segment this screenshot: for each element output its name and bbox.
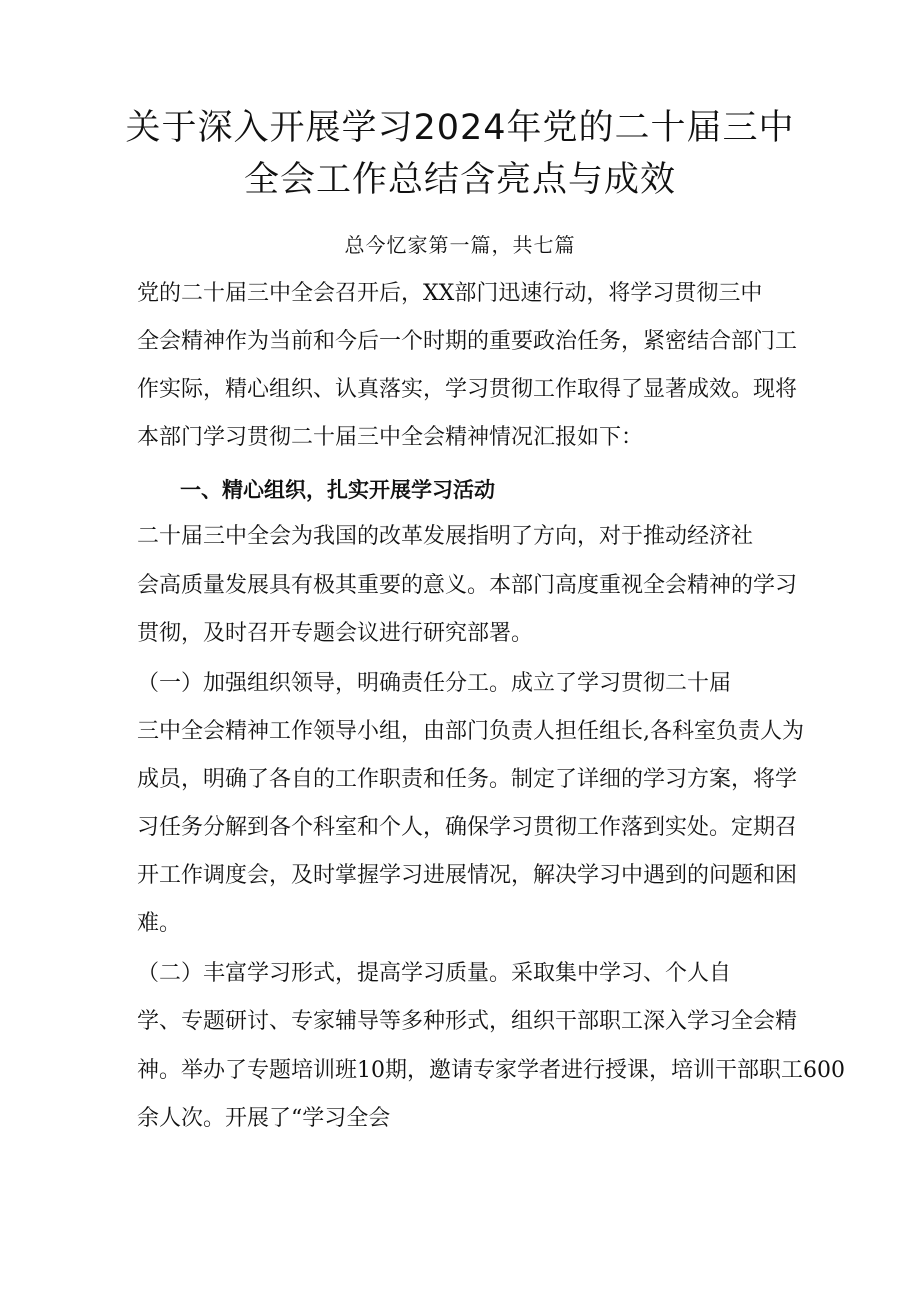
paragraph-2-line-3: 贯彻，及时召开专题会议进行研究部署。	[137, 621, 534, 646]
paragraph-4-line-3: 神。举办了专题培训班10期，邀请专家学者进行授课，培训干部职工600	[137, 1058, 845, 1083]
document-title-line-2: 全会工作总结含亮点与成效	[243, 160, 676, 200]
document-title-line-1: 关于深入开展学习2024年党的二十届三中	[125, 108, 795, 148]
document-subtitle: 总今忆家第一篇，共七篇	[344, 233, 576, 257]
paragraph-3-line-2: 三中全会精神工作领导小组，由部门负责人担任组长,各科室负责人为	[137, 719, 804, 744]
section-heading-1: 一、精心组织，扎实开展学习活动	[180, 478, 495, 502]
paragraph-3-line-1: （一）加强组织领导，明确责任分工。成立了学习贯彻二十届	[137, 671, 732, 696]
paragraph-4-line-4: 余人次。开展了“学习全会	[137, 1106, 391, 1131]
paragraph-1-line-4: 本部门学习贯彻二十届三中全会精神情况汇报如下：	[137, 425, 644, 450]
paragraph-4-line-1: （二）丰富学习形式，提高学习质量。采取集中学习、个人自	[137, 961, 732, 986]
paragraph-1-line-1: 党的二十届三中全会召开后，XX部门迅速行动，将学习贯彻三中	[137, 281, 763, 306]
paragraph-2-line-1: 二十届三中全会为我国的改革发展指明了方向，对于推动经济社	[137, 524, 754, 549]
paragraph-1-line-3: 作实际，精心组织、认真落实，学习贯彻工作取得了显著成效。现将	[137, 377, 798, 402]
paragraph-3-line-5: 开工作调度会，及时掌握学习进展情况，解决学习中遇到的问题和困	[137, 863, 798, 888]
paragraph-1-line-2: 全会精神作为当前和今后一个时期的重要政治任务，紧密结合部门工	[137, 329, 798, 354]
paragraph-3-line-4: 习任务分解到各个科室和个人，确保学习贯彻工作落到实处。定期召	[137, 815, 798, 840]
paragraph-3-line-3: 成员，明确了各自的工作职责和任务。制定了详细的学习方案，将学	[137, 767, 798, 792]
paragraph-3-line-6: 难。	[137, 911, 182, 936]
paragraph-2-line-2: 会高质量发展具有极其重要的意义。本部门高度重视全会精神的学习	[137, 573, 798, 598]
paragraph-4-line-2: 学、专题研讨、专家辅导等多种形式，组织干部职工深入学习全会精	[137, 1009, 798, 1034]
